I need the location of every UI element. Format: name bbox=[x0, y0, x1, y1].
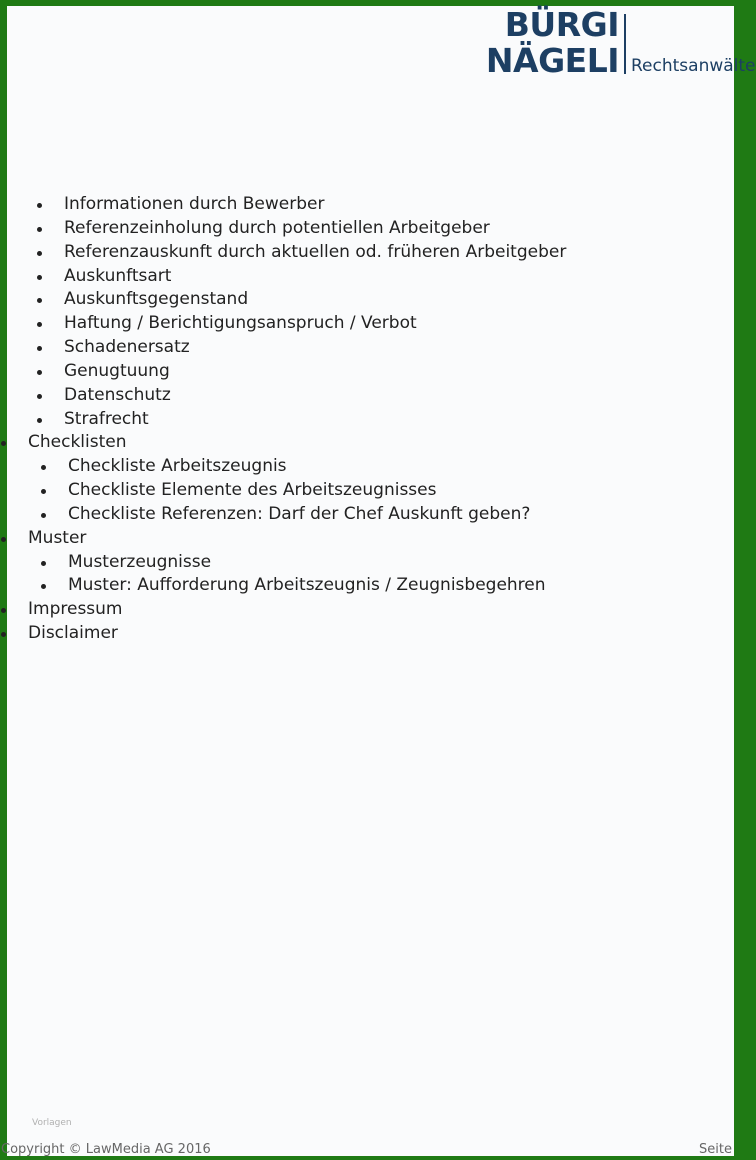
bullet-icon bbox=[37, 346, 42, 351]
firm-logo bbox=[485, 5, 756, 82]
list-item-link[interactable]: Checkliste Elemente des Arbeitszeugnisses bbox=[68, 480, 437, 500]
list-item[interactable] bbox=[68, 503, 530, 525]
bullet-icon bbox=[41, 584, 46, 589]
list-item[interactable] bbox=[68, 455, 287, 477]
list-item-link[interactable]: Haftung / Berichtigungsanspruch / Verbot bbox=[64, 313, 417, 333]
list-item[interactable] bbox=[68, 551, 211, 573]
list-item-link[interactable]: Informationen durch Bewerber bbox=[64, 194, 325, 214]
list-item-checklisten[interactable] bbox=[28, 431, 127, 453]
list-item[interactable] bbox=[64, 360, 170, 382]
list-item-impressum[interactable] bbox=[28, 598, 123, 620]
bullet-icon bbox=[37, 394, 42, 399]
list-item-link[interactable]: Muster: Aufforderung Arbeitszeugnis / Zeugnisbegehren bbox=[68, 575, 546, 595]
list-item[interactable] bbox=[64, 312, 417, 334]
list-item-link[interactable]: Musterzeugnisse bbox=[68, 552, 212, 572]
bullet-icon bbox=[41, 489, 46, 494]
list-item[interactable] bbox=[64, 265, 171, 287]
list-item-link[interactable]: Schadenersatz bbox=[64, 337, 190, 357]
logo-line-1: BÜRGI bbox=[504, 5, 619, 44]
list-item[interactable] bbox=[64, 336, 190, 358]
list-item[interactable] bbox=[68, 574, 546, 596]
list-item-link[interactable]: Checkliste Referenzen: Darf der Chef Auskunft geben? bbox=[68, 504, 531, 524]
list-item-link[interactable]: Auskunftsart bbox=[64, 266, 172, 286]
logo-divider bbox=[624, 14, 626, 74]
list-item-link[interactable]: Strafrecht bbox=[64, 409, 149, 429]
list-item[interactable] bbox=[64, 217, 490, 239]
list-item[interactable] bbox=[64, 193, 324, 215]
bullet-icon bbox=[37, 418, 42, 423]
list-item-link[interactable]: Checklisten bbox=[28, 432, 127, 452]
list-item[interactable] bbox=[64, 288, 248, 310]
footer-copyright: Copyright © LawMedia AG 2016 bbox=[1, 1142, 211, 1157]
footer-label: Vorlagen bbox=[32, 1118, 72, 1128]
list-item-link[interactable]: Impressum bbox=[28, 599, 123, 619]
footer-page-label: Seite bbox=[699, 1142, 732, 1157]
bullet-icon bbox=[37, 298, 42, 303]
logo-subtitle: Rechtsanwälte bbox=[631, 56, 756, 76]
bullet-icon bbox=[41, 561, 46, 566]
bullet-icon bbox=[37, 227, 42, 232]
bullet-icon bbox=[37, 275, 42, 280]
list-item-link[interactable]: Datenschutz bbox=[64, 385, 171, 405]
bullet-icon bbox=[37, 322, 42, 327]
list-item-link[interactable]: Checkliste Arbeitszeugnis bbox=[68, 456, 287, 476]
list-item-link[interactable]: Disclaimer bbox=[28, 623, 118, 643]
list-item[interactable] bbox=[64, 384, 171, 406]
list-item-link[interactable]: Auskunftsgegenstand bbox=[64, 289, 249, 309]
document-page bbox=[1, 5, 756, 1157]
list-item-muster[interactable] bbox=[28, 527, 86, 549]
list-item-disclaimer[interactable] bbox=[28, 622, 118, 644]
list-item-link[interactable]: Genugtuung bbox=[64, 361, 170, 381]
bullet-icon bbox=[37, 370, 42, 375]
bullet-icon bbox=[1, 537, 6, 542]
list-item[interactable] bbox=[68, 479, 436, 501]
bullet-icon bbox=[41, 465, 46, 470]
bullet-icon bbox=[1, 441, 6, 446]
list-item-link[interactable]: Referenzauskunft durch aktuellen od. früheren Arbeitgeber bbox=[64, 242, 567, 262]
bullet-icon bbox=[1, 632, 6, 637]
bullet-icon bbox=[37, 251, 42, 256]
list-item-link[interactable]: Referenzeinholung durch potentiellen Arbeitgeber bbox=[64, 218, 490, 238]
list-item[interactable] bbox=[64, 408, 149, 430]
list-item[interactable] bbox=[64, 241, 566, 263]
bullet-icon bbox=[1, 608, 6, 613]
bullet-icon bbox=[37, 203, 42, 208]
bullet-icon bbox=[41, 513, 46, 518]
logo-line-2: NÄGELI bbox=[485, 41, 619, 80]
list-item-link[interactable]: Muster bbox=[28, 528, 87, 548]
